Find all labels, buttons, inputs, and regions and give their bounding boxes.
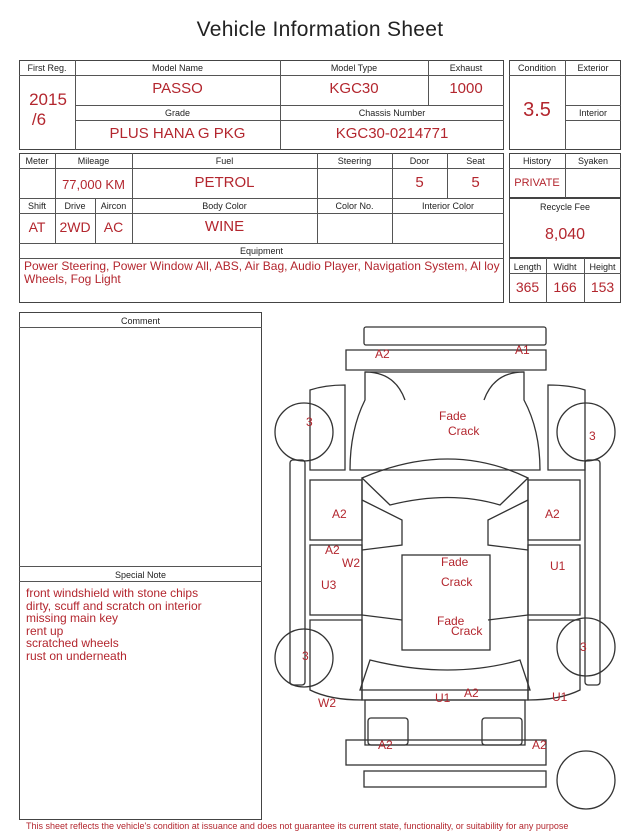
drive-label: Drive (64, 201, 86, 211)
grade-label: Grade (164, 108, 190, 118)
length-label: Length (513, 262, 542, 272)
damage-mark: U1 (550, 559, 566, 573)
steering-label: Steering (337, 156, 372, 166)
exhaust-value: 1000 (449, 80, 483, 97)
recycle-fee-label: Recycle Fee (539, 202, 591, 212)
mileage-label: Mileage (77, 156, 110, 166)
model-name-label: Model Name (151, 63, 204, 73)
rear-window (360, 660, 530, 690)
special-note-item: rent up (26, 623, 64, 638)
model-type-value: KGC30 (329, 80, 379, 97)
recycle-fee-value: 8,040 (544, 226, 586, 243)
damage-mark: 3 (589, 429, 596, 443)
damage-mark: Fade (439, 409, 467, 423)
damage-mark: A2 (545, 507, 560, 521)
meter-label: Meter (25, 156, 49, 166)
special-note-item: missing main key (26, 611, 119, 625)
comment-label: Comment (120, 316, 160, 326)
equipment-list: Power Steering, Power Window All, ABS, Air Bag, Audio Player, Navigation System, Al loy Wheels, Fog Light (24, 259, 500, 286)
damage-mark: Crack (441, 575, 473, 589)
equipment-label: Equipment (239, 246, 284, 256)
door-label: Door (409, 156, 430, 166)
chassis-number-value: KGC30-0214771 (335, 125, 449, 142)
damage-mark: U1 (435, 691, 451, 705)
syaken-label: Syaken (577, 156, 609, 166)
windshield (362, 459, 528, 505)
height-value: 153 (590, 279, 615, 295)
first-reg-year: 2015 (29, 90, 67, 109)
damage-mark: 3 (580, 640, 587, 654)
width-value: 166 (553, 279, 577, 295)
damage-mark: A2 (532, 738, 547, 752)
damage-mark: Fade (437, 614, 465, 628)
sheet-title: Vehicle Information Sheet (196, 18, 444, 41)
grade-value: PLUS HANA G PKG (109, 125, 246, 142)
interior-color-label: Interior Color (421, 201, 475, 211)
damage-mark: A2 (332, 507, 347, 521)
seat-label: Seat (466, 156, 485, 166)
shift-label: Shift (27, 201, 46, 211)
body-color-value: WINE (204, 218, 245, 235)
first-reg-label: First Reg. (27, 63, 67, 73)
special-note-item: dirty, scuff and scratch on interior (26, 598, 202, 613)
special-note-label: Special Note (114, 570, 167, 580)
aircon-value: AC (103, 219, 124, 235)
first-reg-month: /6 (31, 110, 47, 129)
wheel-front-right (557, 403, 615, 461)
drive-value: 2WD (59, 219, 91, 235)
damage-mark: A2 (464, 686, 479, 700)
damage-mark: 3 (306, 415, 313, 429)
right-side-skirt (585, 460, 600, 685)
special-note-item: rust on underneath (26, 648, 127, 663)
condition-label: Condition (517, 63, 557, 73)
history-label: History (522, 156, 551, 166)
cabin-outline (362, 478, 528, 700)
door-value: 5 (415, 174, 424, 191)
interior-label: Interior (578, 108, 607, 118)
length-value: 365 (515, 279, 540, 295)
right-front-fender (548, 385, 585, 470)
right-rear-door (528, 545, 580, 615)
exhaust-label: Exhaust (449, 63, 483, 73)
width-label: Widht (553, 262, 577, 272)
model-type-label: Model Type (330, 63, 378, 73)
fuel-value: PETROL (194, 174, 255, 191)
damage-mark: U3 (321, 578, 337, 592)
right-rear-quarter (528, 620, 580, 700)
aircon-label: Aircon (100, 201, 127, 211)
seat-value: 5 (471, 174, 480, 191)
damage-mark: A2 (325, 543, 340, 557)
damage-mark: Crack (448, 424, 480, 438)
damage-mark: A2 (375, 347, 390, 361)
damage-mark: Crack (451, 624, 483, 638)
exterior-label: Exterior (577, 63, 609, 73)
special-note-item: front windshield with stone chips (26, 586, 199, 600)
damage-mark: Fade (441, 555, 469, 569)
left-front-fender (310, 385, 345, 470)
damage-mark: 3 (302, 649, 309, 663)
damage-mark: U1 (552, 690, 568, 704)
history-value: PRIVATE (514, 177, 560, 189)
condition-grade: 3.5 (523, 99, 551, 121)
damage-mark: A1 (515, 343, 530, 357)
model-name-value: PASSO (152, 80, 203, 97)
damage-mark: A2 (378, 738, 393, 752)
fuel-label: Fuel (215, 156, 234, 166)
special-note-item: scratched wheels (26, 636, 119, 650)
height-label: Height (589, 262, 616, 272)
chassis-number-label: Chassis Number (358, 108, 426, 118)
shift-value: AT (28, 219, 46, 235)
color-no-label: Color No. (335, 201, 374, 211)
rear-bumper (346, 740, 546, 765)
body-color-label: Body Color (202, 201, 247, 211)
mileage-value: 77,000 KM (62, 177, 125, 192)
wheel-front-left (275, 403, 333, 461)
damage-mark: W2 (318, 696, 336, 710)
spare-wheel (557, 751, 615, 809)
damage-mark: W2 (342, 556, 360, 570)
disclaimer-footer: This sheet reflects the vehicle's condition at issuance and does not guarantee its current state, functionality, or suitability for any purpose (26, 821, 569, 831)
